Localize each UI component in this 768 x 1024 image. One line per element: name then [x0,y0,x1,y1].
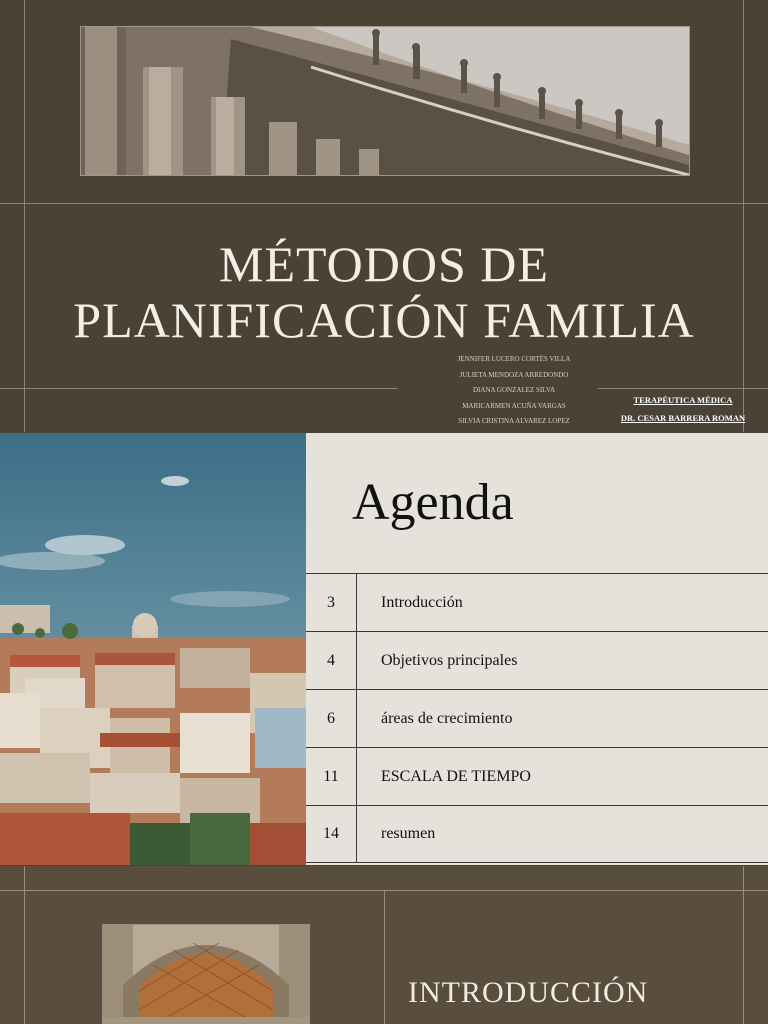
city-photo [0,433,306,865]
author-name: JULIETA MENDOZA ARREDONDO [459,370,569,379]
agenda-item-label: ESCALA DE TIEMPO [381,767,531,785]
agenda-page-number: 14 [306,806,357,862]
colonnade-photo [80,26,690,176]
agenda-slide [0,433,768,865]
presentation-title [0,236,768,348]
intro-title: INTRODUCCIÓN [408,976,649,1009]
frame-line [743,0,744,432]
agenda-page-number: 6 [306,690,357,747]
frame-line [598,388,768,389]
agenda-row[interactable] [306,805,768,863]
frame-line [0,388,398,389]
arch-photo [102,924,310,1024]
author-name: SILVIA CRISTINA ALVAREZ LOPEZ [458,417,570,425]
agenda-item-label: resumen [381,825,436,842]
course-name: TERAPÉUTICA MÉDICA [633,395,733,405]
course-info [608,392,758,427]
author-name: DIANA GONZALEZ SILVA [472,386,556,394]
agenda-page-number: 4 [306,632,357,689]
frame-line [24,0,25,432]
agenda-row[interactable] [306,747,768,805]
author-name: JENNIFER LUCERO CORTÉS VILLA [457,355,571,363]
cover-slide [0,0,768,432]
title-line-1: MÉTODOS DE [219,236,549,292]
intro-slide [0,866,768,1024]
author-name: MARICARMEN ACUÑA VARGAS [462,401,566,410]
agenda-page-number: 3 [306,574,357,631]
agenda-row[interactable] [306,573,768,631]
agenda-row[interactable] [306,689,768,747]
agenda-item-label: áreas de crecimiento [381,709,513,727]
agenda-item-label: Objetivos principales [381,651,518,669]
frame-line [0,203,768,204]
agenda-item-label: Introducción [381,593,463,611]
title-line-2: PLANIFICACIÓN FAMILIA [73,292,695,348]
agenda-row[interactable] [306,631,768,689]
professor-name: DR. CESAR BARRERA ROMAN [620,412,746,423]
agenda-title: Agenda [352,474,514,531]
agenda-page-number: 11 [306,748,357,805]
frame-line [384,890,385,1024]
agenda-table [306,573,768,863]
author-list [428,352,600,430]
